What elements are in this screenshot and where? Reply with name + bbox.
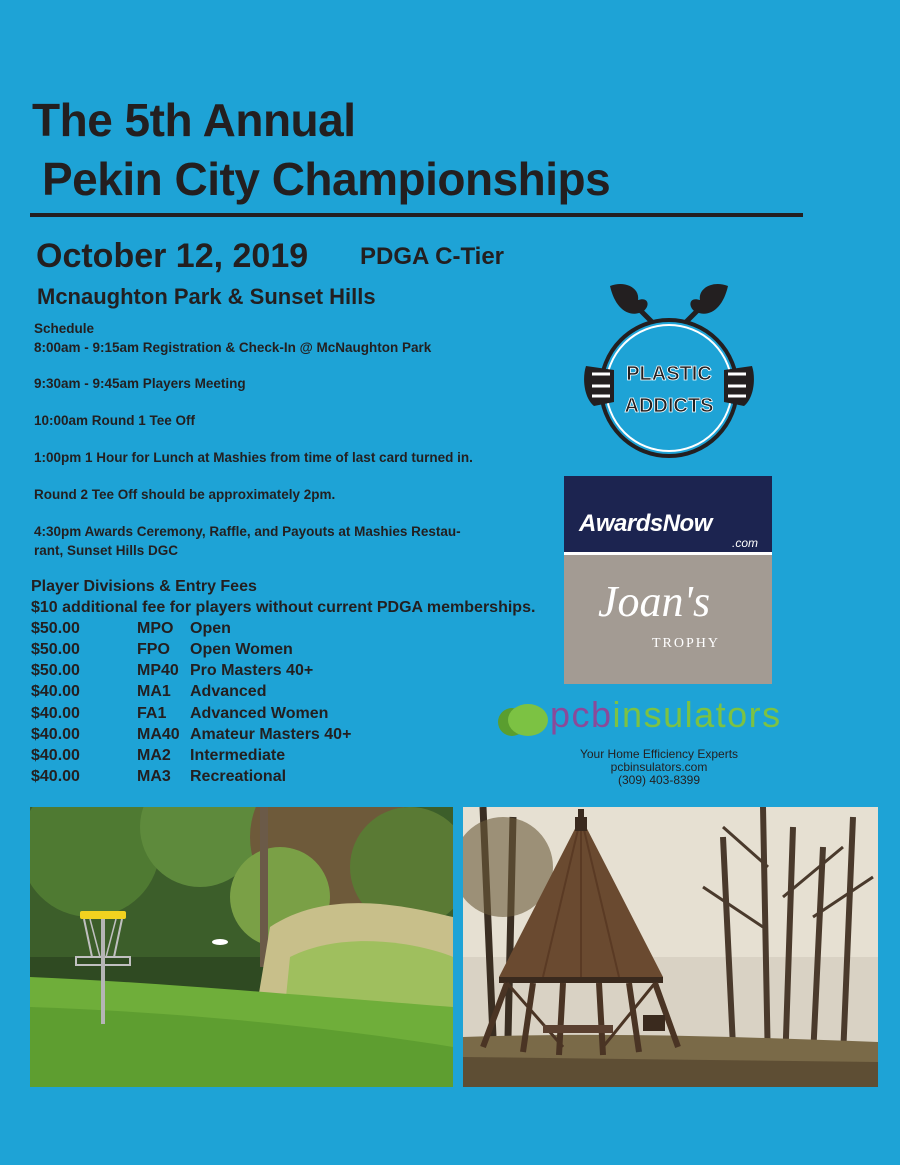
insulators-wordmark: insulators — [612, 694, 782, 735]
joans-trophy-label: TROPHY — [652, 636, 721, 651]
pcb-wordmark: pcb — [550, 694, 613, 735]
division-code: FA1 — [137, 705, 167, 722]
division-name: Intermediate — [190, 747, 286, 764]
division-row — [31, 683, 431, 704]
division-code: MA40 — [137, 726, 180, 743]
division-fee: $50.00 — [31, 620, 80, 637]
division-fee: $40.00 — [31, 747, 80, 764]
division-row — [31, 747, 431, 768]
schedule-item: 4:30pm Awards Ceremony, Raffle, and Payouts at Mashies Restau- — [34, 524, 461, 539]
schedule-item: Round 2 Tee Off should be approximately 2pm. — [34, 487, 336, 502]
division-name: Recreational — [190, 768, 287, 785]
division-code: FPO — [137, 641, 170, 658]
pcb-phone: (309) 403-8399 — [617, 773, 701, 787]
division-fee: $40.00 — [31, 726, 80, 743]
event-venue: Mcnaughton Park & Sunset Hills — [37, 284, 376, 309]
schedule-item: 9:30am - 9:45am Players Meeting — [34, 376, 246, 391]
division-code: MA1 — [137, 683, 171, 700]
division-row — [31, 620, 431, 641]
plastic-addicts-logo — [580, 278, 758, 462]
division-name: Advanced Women — [190, 705, 329, 722]
plastic-addicts-line-1: PLASTIC — [626, 363, 712, 385]
division-name: Open — [190, 620, 231, 637]
divisions-note: $10 additional fee for players without current PDGA memberships. — [31, 599, 536, 616]
park-shelter-photo — [463, 807, 878, 1087]
division-row — [31, 726, 431, 747]
division-name: Pro Masters 40+ — [190, 662, 314, 679]
schedule-heading: Schedule — [34, 321, 95, 336]
pcb-leaf-icon — [494, 700, 550, 742]
division-fee: $40.00 — [31, 705, 80, 722]
pcb-tagline: Your Home Efficiency Experts — [579, 747, 739, 761]
awardsnow-suffix: .com — [731, 536, 758, 550]
awardsnow-name: AwardsNow — [579, 510, 712, 537]
division-name: Open Women — [190, 641, 293, 658]
title-divider — [30, 213, 803, 217]
schedule-item: 10:00am Round 1 Tee Off — [34, 413, 196, 428]
division-fee: $50.00 — [31, 641, 80, 658]
plastic-addicts-line-2: ADDICTS — [624, 395, 714, 417]
division-name: Amateur Masters 40+ — [190, 726, 352, 743]
division-row — [31, 641, 431, 662]
division-code: MA2 — [137, 747, 171, 764]
pcb-insulators-logo — [494, 694, 824, 787]
divisions-heading: Player Divisions & Entry Fees — [31, 578, 257, 595]
division-fee: $40.00 — [31, 683, 80, 700]
schedule-item: rant, Sunset Hills DGC — [34, 543, 179, 558]
division-code: MPO — [137, 620, 174, 637]
division-fee: $40.00 — [31, 768, 80, 785]
division-row — [31, 768, 431, 789]
disc-golf-basket-photo — [30, 807, 453, 1087]
division-code: MA3 — [137, 768, 171, 785]
division-row — [31, 662, 431, 683]
division-fee: $50.00 — [31, 662, 80, 679]
pcb-website: pcbinsulators.com — [610, 760, 708, 774]
awardsnow-joans-trophy-logo — [564, 476, 772, 684]
schedule-item: 8:00am - 9:15am Registration & Check-In @ McNaughton Park — [34, 340, 432, 355]
division-name: Advanced — [190, 683, 267, 700]
event-title-line-1: The 5th Annual — [32, 94, 356, 146]
schedule-item: 1:00pm 1 Hour for Lunch at Mashies from time of last card turned in. — [34, 450, 473, 465]
event-tier: PDGA C-Tier — [360, 243, 505, 270]
division-row — [31, 705, 431, 726]
division-code: MP40 — [137, 662, 179, 679]
joans-name: Joan's — [598, 577, 711, 626]
event-date: October 12, 2019 — [36, 237, 309, 275]
event-title-line-2: Pekin City Championships — [42, 153, 611, 205]
